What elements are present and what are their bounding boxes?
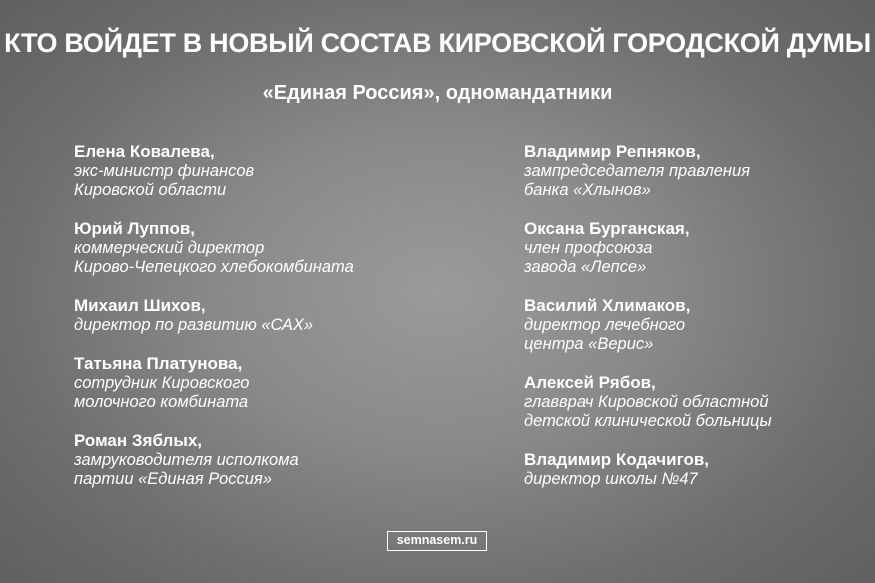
candidate-role: коммерческий директор Кирово-Чепецкого хлебокомбината	[74, 239, 354, 276]
candidate-name: Юрий Луппов,	[74, 219, 196, 238]
candidate-role: директор лечебного центра «Верис»	[524, 316, 686, 353]
list-item	[74, 296, 434, 335]
list-item	[74, 142, 434, 200]
list-item	[524, 450, 844, 489]
candidate-role: экс-министр финансов Кировской области	[74, 162, 255, 199]
candidate-role: главврач Кировской областной детской клинической больницы	[524, 393, 772, 430]
right-column	[524, 142, 844, 508]
candidate-name: Оксана Бурганская,	[524, 219, 690, 238]
page-title: КТО ВОЙДЕТ В НОВЫЙ СОСТАВ КИРОВСКОЙ ГОРОДСКОЙ ДУМЫ	[4, 28, 871, 58]
candidate-role: член профсоюза завода «Лепсе»	[524, 239, 653, 276]
candidate-name: Владимир Репняков,	[524, 142, 701, 161]
candidate-role: директор школы №47	[524, 470, 698, 488]
list-item	[74, 354, 434, 412]
list-item	[524, 142, 844, 200]
candidate-name: Татьяна Платунова,	[74, 354, 243, 373]
page-subtitle: «Единая Россия», одномандатники	[262, 82, 613, 104]
candidate-name: Роман Зяблых,	[74, 431, 203, 450]
candidate-role: директор по развитию «САХ»	[74, 316, 314, 334]
candidate-name: Алексей Рябов,	[524, 373, 656, 392]
candidate-role: зампредседателя правления банка «Хлынов»	[524, 162, 751, 199]
list-item	[74, 219, 434, 277]
candidate-role: замруководителя исполкома партии «Единая Россия»	[74, 451, 299, 488]
candidate-name: Елена Ковалева,	[74, 142, 215, 161]
source-badge: semnasem.ru	[387, 531, 487, 551]
candidate-role: сотрудник Кировского молочного комбината	[74, 374, 250, 411]
list-item	[74, 431, 434, 489]
list-item	[524, 296, 844, 354]
left-column	[74, 142, 434, 508]
list-item	[524, 219, 844, 277]
candidate-name: Василий Хлимаков,	[524, 296, 691, 315]
candidate-name: Владимир Кодачигов,	[524, 450, 709, 469]
list-item	[524, 373, 844, 431]
candidate-name: Михаил Шихов,	[74, 296, 206, 315]
